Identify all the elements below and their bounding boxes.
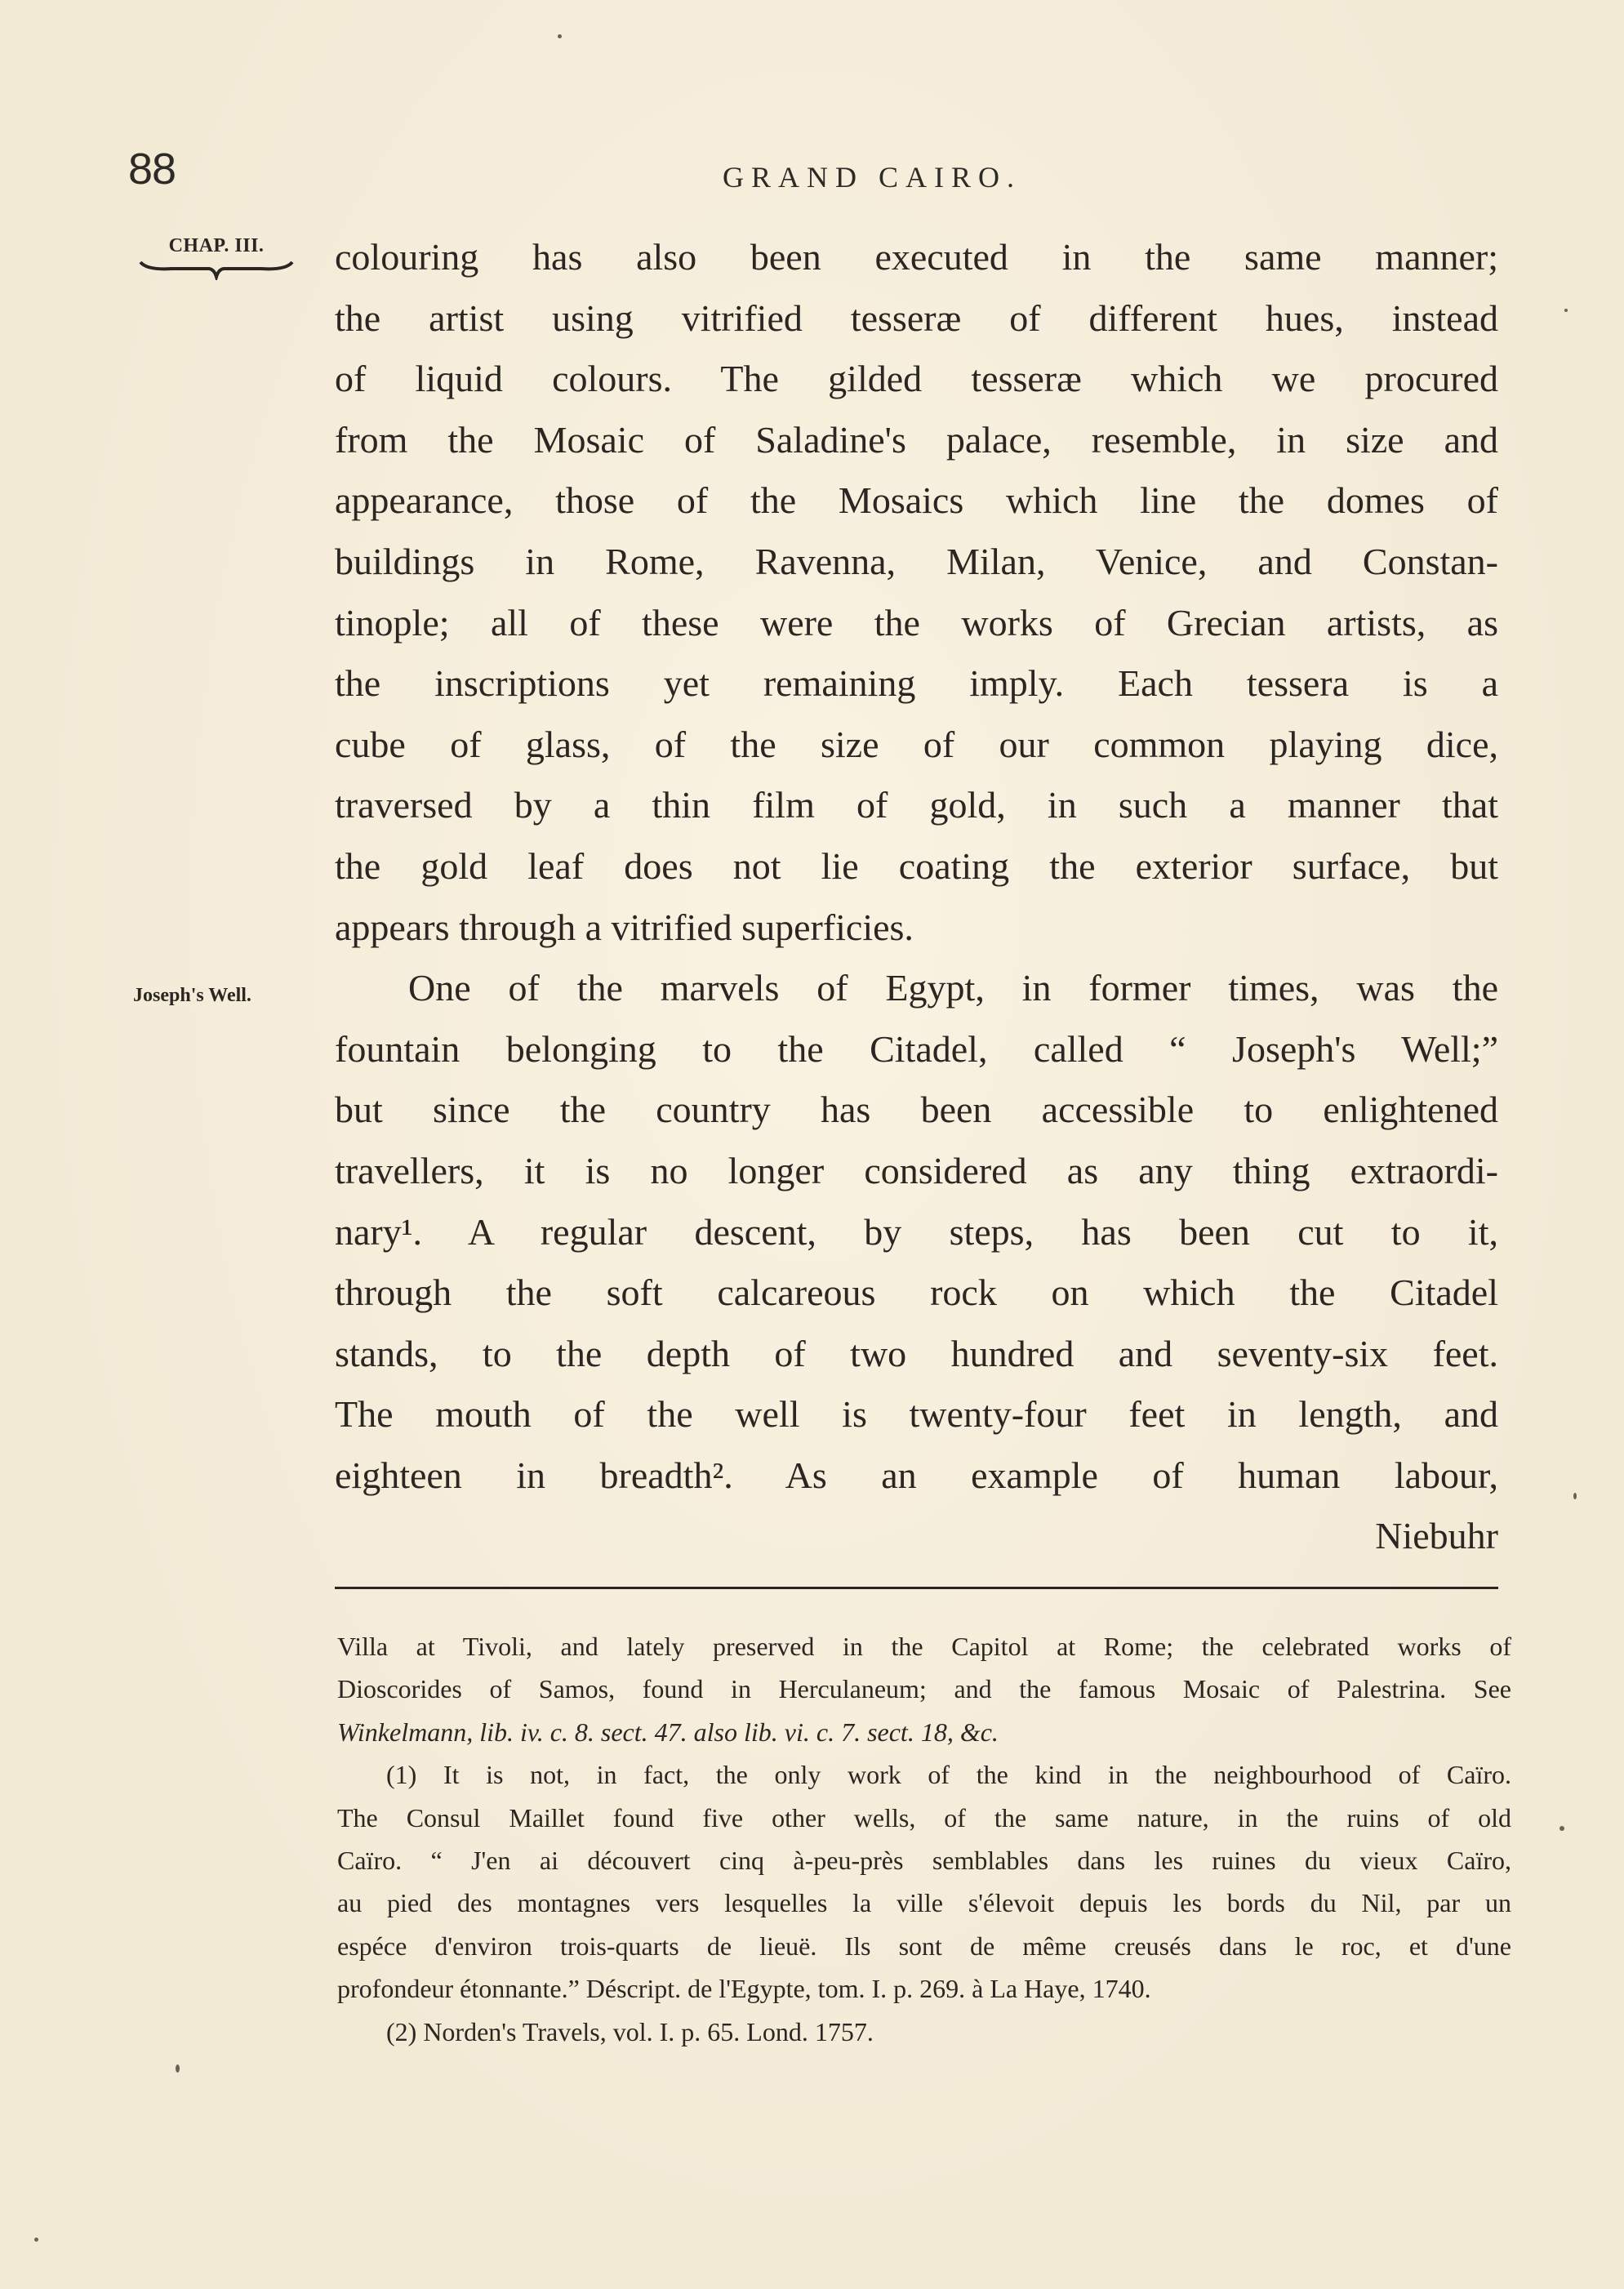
footnote-2: (2) Norden's Travels, vol. I. p. 65. Lond. 1757. bbox=[386, 2016, 874, 2046]
footnote-rule bbox=[335, 1587, 1498, 1589]
footnote-line: The Consul Maillet found five other wells, of the same nature, in the ruins of old bbox=[337, 1802, 1511, 1833]
text-line: travellers, it is no longer considered as any thing extraordi- bbox=[335, 1149, 1498, 1191]
paper-speck bbox=[558, 34, 562, 38]
text-line: cube of glass, of the size of our common playing dice, bbox=[335, 723, 1498, 765]
text-line: stands, to the depth of two hundred and seventy-six feet. bbox=[335, 1332, 1498, 1374]
main-text bbox=[335, 227, 1498, 1567]
text-line: appearance, those of the Mosaics which line the domes of bbox=[335, 479, 1498, 522]
text-line: The mouth of the well is twenty-four feet in length, and bbox=[335, 1393, 1498, 1436]
footnote-line: profondeur étonnante.” Déscript. de l'Egypte, tom. I. p. 269. à La Haye, 1740. bbox=[337, 1974, 1151, 2004]
footnotes bbox=[337, 1625, 1511, 2053]
paper-speck bbox=[176, 2064, 180, 2073]
footnote-line: Villa at Tivoli, and lately preserved in the Capitol at Rome; the celebrated works of bbox=[337, 1632, 1511, 1661]
text-line: but since the country has been accessible to enlightened bbox=[335, 1089, 1498, 1131]
text-line: nary¹. A regular descent, by steps, has been cut to it, bbox=[335, 1210, 1498, 1253]
paper-speck bbox=[1564, 309, 1568, 312]
text-line: the inscriptions yet remaining imply. Each tessera is a bbox=[335, 662, 1498, 705]
footnote-line: Caïro. “ J'en ai découvert cinq à-peu-près semblables dans les ruines du vieux Caïro, bbox=[337, 1845, 1511, 1875]
page-number: 88 bbox=[128, 145, 176, 194]
running-head: GRAND CAIRO. bbox=[723, 161, 1022, 194]
text-line: eighteen in breadth². As an example of human labour, bbox=[335, 1454, 1498, 1496]
catchword: Niebuhr bbox=[1375, 1515, 1498, 1557]
chapter-label: CHAP. III. bbox=[168, 235, 265, 256]
text-line: fountain belonging to the Citadel, called “ Joseph's Well;” bbox=[335, 1027, 1498, 1070]
footnote-line: espéce d'environ trois-quarts de lieuë. Ils sont de même creusés dans le roc, et d'une bbox=[337, 1931, 1511, 1961]
chapter-marker bbox=[131, 235, 302, 280]
text-line: the gold leaf does not lie coating the exterior surface, but bbox=[335, 844, 1498, 887]
text-line: traversed by a thin film of gold, in such a manner that bbox=[335, 784, 1498, 826]
text-line: of liquid colours. The gilded tesseræ which we procured bbox=[335, 358, 1498, 400]
footnote-line: Winkelmann, lib. iv. c. 8. sect. 47. also lib. vi. c. 7. sect. 18, &c. bbox=[337, 1717, 999, 1747]
text-line: through the soft calcareous rock on which the Citadel bbox=[335, 1271, 1498, 1314]
text-line: buildings in Rome, Ravenna, Milan, Venice, and Constan- bbox=[335, 540, 1498, 582]
footnote-line: au pied des montagnes vers lesquelles la ville s'élevoit depuis les bords du Nil, par un bbox=[337, 1888, 1511, 1918]
text-line: One of the marvels of Egypt, in former times, was the bbox=[408, 967, 1498, 1009]
paper-speck bbox=[34, 2238, 38, 2242]
chapter-brace-icon bbox=[139, 259, 294, 280]
paper-speck bbox=[1559, 1826, 1564, 1831]
text-line: appears through a vitrified superficies. bbox=[335, 906, 914, 948]
side-note-josephs-well: Joseph's Well. bbox=[133, 985, 251, 1006]
paper-speck bbox=[1573, 1493, 1577, 1499]
text-line: from the Mosaic of Saladine's palace, resemble, in size and bbox=[335, 418, 1498, 461]
footnote-line: Dioscorides of Samos, found in Herculaneum; and the famous Mosaic of Palestrina. See bbox=[337, 1674, 1511, 1704]
footnote-1: (1) It is not, in fact, the only work of the kind in the neighbourhood of Caïro. bbox=[386, 1760, 1511, 1790]
text-line: tinople; all of these were the works of Grecian artists, as bbox=[335, 601, 1498, 644]
text-line: colouring has also been executed in the same manner; bbox=[335, 236, 1498, 278]
text-line: the artist using vitrified tesseræ of different hues, instead bbox=[335, 296, 1498, 339]
